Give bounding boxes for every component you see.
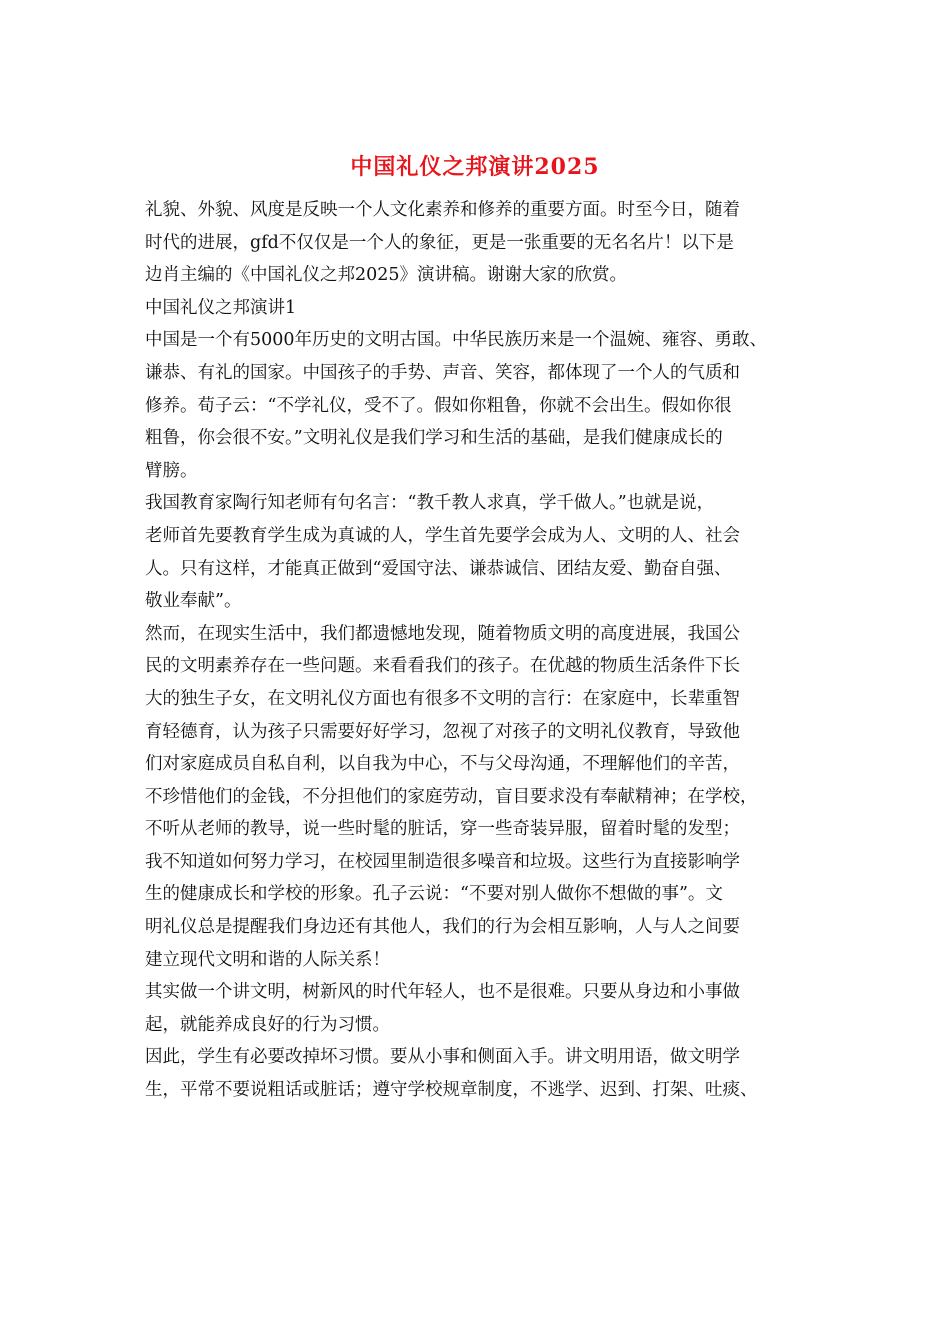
text-line: 老师首先要教育学生成为真诚的人，学生首先要学会成为人、文明的人、社会 xyxy=(145,525,740,546)
text-line: 明礼仪总是提醒我们身边还有其他人，我们的行为会相互影响，人与人之间要 xyxy=(145,917,740,938)
document-body xyxy=(145,194,825,1107)
text-line: 起，就能养成良好的行为习惯。 xyxy=(145,1014,390,1035)
text-line: 不珍惜他们的金钱，不分担他们的家庭劳动，盲目要求没有奉献精神；在学校， xyxy=(145,786,758,807)
text-line: 然而，在现实生活中，我们都遗憾地发现，随着物质文明的高度进展，我国公 xyxy=(145,623,740,644)
text-line: 我不知道如何努力学习，在校园里制造很多噪音和垃圾。这些行为直接影响学 xyxy=(145,851,740,872)
text-line: 我国教育家陶行知老师有句名言：“教千教人求真，学千做人。”也就是说， xyxy=(145,493,715,514)
text-line: 生，平常不要说粗话或脏话；遵守学校规章制度，不逃学、迟到、打架、吐痰、 xyxy=(145,1080,758,1101)
text-line: 其实做一个讲文明，树新风的时代年轻人，也不是很难。只要从身边和小事做 xyxy=(145,982,740,1003)
text-line: 民的文明素养存在一些问题。来看看我们的孩子。在优越的物质生活条件下长 xyxy=(145,656,740,677)
text-line: 粗鲁，你会很不安。”文明礼仪是我们学习和生活的基础，是我们健康成长的 xyxy=(145,428,723,449)
text-line: 因此，学生有必要改掉坏习惯。要从小事和侧面入手。讲文明用语，做文明学 xyxy=(145,1047,740,1068)
text-line: 边肖主编的《中国礼仪之邦2025》演讲稿。谢谢大家的欣赏。 xyxy=(145,265,628,286)
text-line: 中国是一个有5000年历史的文明古国。中华民族历来是一个温婉、雍容、勇敢、 xyxy=(145,330,768,351)
text-line: 大的独生子女，在文明礼仪方面也有很多不文明的言行：在家庭中，长辈重智 xyxy=(145,688,740,709)
text-line: 们对家庭成员自私自利，以自我为中心，不与父母沟通，不理解他们的辛苦， xyxy=(145,754,740,775)
text-line: 谦恭、有礼的国家。中国孩子的手势、声音、笑容，都体现了一个人的气质和 xyxy=(145,362,740,383)
text-line: 育轻德育，认为孩子只需要好好学习，忽视了对孩子的文明礼仪教育，导致他 xyxy=(145,721,740,742)
section-heading: 中国礼仪之邦演讲1 xyxy=(145,297,297,318)
text-line: 臂膀。 xyxy=(145,460,198,481)
text-line: 礼貌、外貌、风度是反映一个人文化素养和修养的重要方面。时至今日，随着 xyxy=(145,200,740,220)
text-line: 不听从老师的教导，说一些时髦的脏话，穿一些奇装异服，留着时髦的发型； xyxy=(145,819,740,840)
text-line: 修养。荀子云：“不学礼仪，受不了。假如你粗鲁，你就不会出生。假如你很 xyxy=(145,395,732,416)
text-line: 时代的进展，gfd不仅仅是一个人的象征，更是一张重要的无名名片！以下是 xyxy=(145,232,734,253)
text-line: 人。只有这样，才能真正做到“爱国守法、谦恭诚信、团结友爱、勤奋自强、 xyxy=(145,558,732,579)
text-line: 建立现代文明和谐的人际关系！ xyxy=(145,949,390,970)
text-line: 生的健康成长和学校的形象。孔子云说：“不要对别人做你不想做的事”。文 xyxy=(145,884,723,905)
document-title: 中国礼仪之邦演讲2025 xyxy=(350,154,600,180)
text-line: 敬业奉献”。 xyxy=(145,591,242,612)
